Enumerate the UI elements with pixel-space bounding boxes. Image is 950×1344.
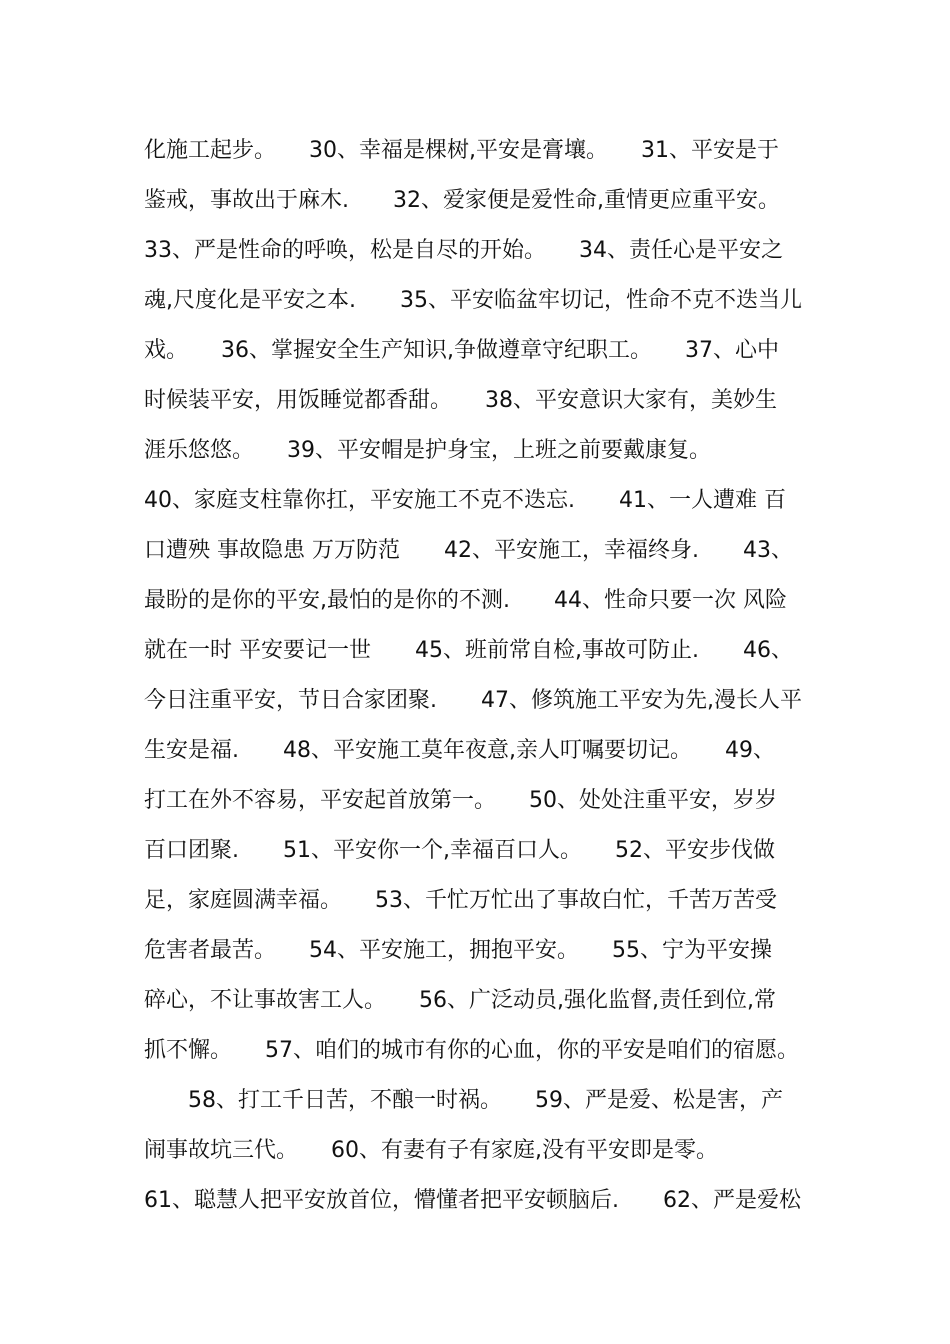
text-line: 61、聪慧人把平安放首位，懵懂者把平安顿脑后. 62、严是爱松 xyxy=(144,1188,801,1213)
text-line: 今日注重平安，节日合家团聚. 47、修筑施工平安为先,漫长人平 xyxy=(144,688,802,713)
text-line: 打工在外不容易，平安起首放第一。 50、处处注重平安，岁岁 xyxy=(144,788,777,813)
text-line: 化施工起步。 30、幸福是棵树,平安是膏壤。 31、平安是于 xyxy=(144,138,779,163)
text-line: 抓不懈。 57、咱们的城市有你的心血，你的平安是咱们的宿愿。 xyxy=(144,1038,799,1063)
text-line: 闹事故坑三代。 60、有妻有子有家庭,没有平安即是零。 xyxy=(144,1138,718,1163)
body-text xyxy=(144,126,824,1226)
text-line: 生安是福. 48、平安施工莫年夜意,亲人叮嘱要切记。 49、 xyxy=(144,738,775,763)
text-line: 就在一时 平安要记一世 45、班前常自检,事故可防止. 46、 xyxy=(144,638,793,663)
text-line: 58、打工千日苦，不酿一时祸。 59、严是爱、松是害，产 xyxy=(144,1088,783,1113)
text-line: 魂,尺度化是平安之本. 35、平安临盆牢切记，性命不克不迭当儿 xyxy=(144,288,802,313)
text-line: 鉴戒，事故出于麻木. 32、爱家便是爱性命,重情更应重平安。 xyxy=(144,188,780,213)
text-line: 最盼的是你的平安,最怕的是你的不测. 44、性命只要一次 风险 xyxy=(144,588,787,613)
text-line: 33、严是性命的呼唤，松是自尽的开始。 34、责任心是平安之 xyxy=(144,238,783,263)
text-line: 时候装平安，用饭睡觉都香甜。 38、平安意识大家有，美妙生 xyxy=(144,388,777,413)
text-line: 碎心，不让事故害工人。 56、广泛动员,强化监督,责任到位,常 xyxy=(144,988,776,1013)
text-line: 百口团聚. 51、平安你一个,幸福百口人。 52、平安步伐做 xyxy=(144,838,775,863)
text-line: 涯乐悠悠。 39、平安帽是护身宝，上班之前要戴康复。 xyxy=(144,438,711,463)
text-line: 足，家庭圆满幸福。 53、千忙万忙出了事故白忙，千苦万苦受 xyxy=(144,888,777,913)
text-line: 40、家庭支柱靠你扛，平安施工不克不迭忘. 41、一人遭难 百 xyxy=(144,488,786,513)
text-line: 戏。 36、掌握安全生产知识,争做遵章守纪职工。 37、心中 xyxy=(144,338,779,363)
text-line: 危害者最苦。 54、平安施工，拥抱平安。 55、宁为平安操 xyxy=(144,938,772,963)
text-line: 口遭殃 事故隐患 万万防范 42、平安施工，幸福终身. 43、 xyxy=(144,538,793,563)
